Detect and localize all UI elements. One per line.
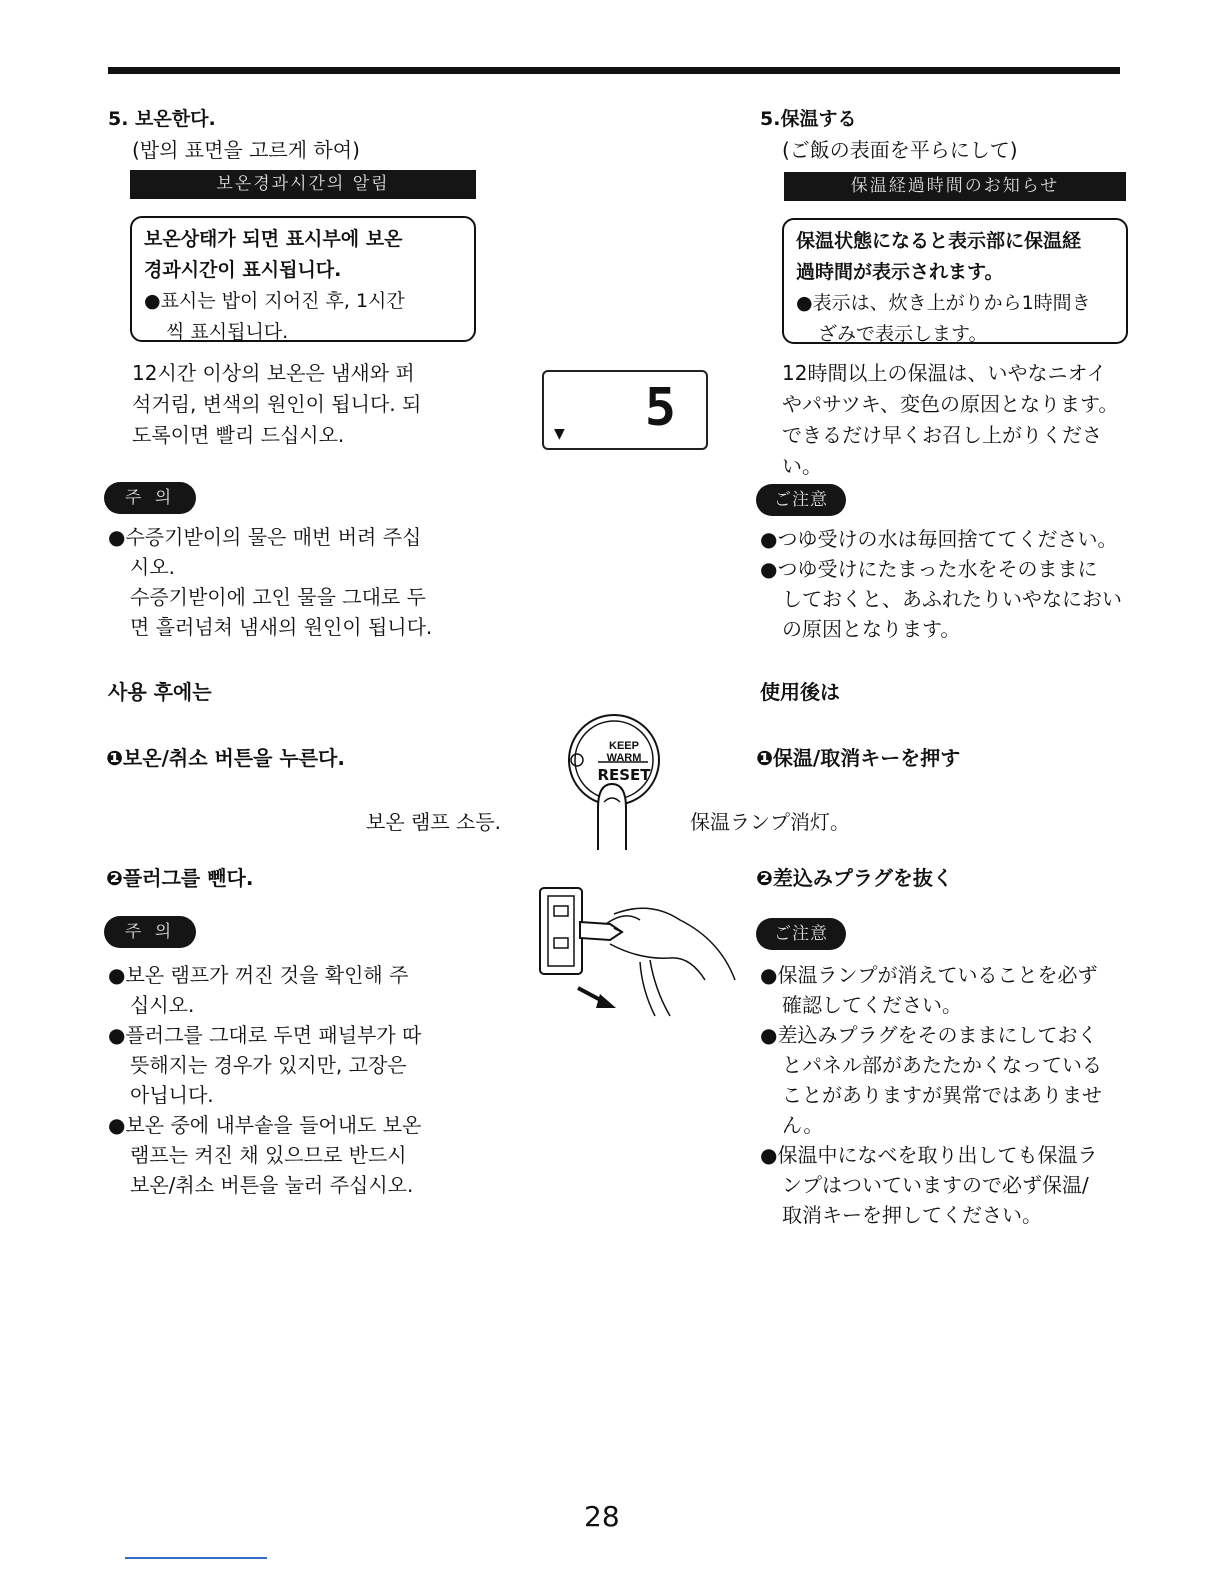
ja-note-bold-1: 保温状態になると表示部に保温経 <box>796 230 1082 252</box>
ja-caution2-line: ●保温中になべを取り出しても保温ラ <box>760 1143 1098 1167</box>
keep-warm-label: KEEP WARM <box>606 740 642 764</box>
ko-caution2-line: ●보온 중에 내부솥을 들어내도 보온 <box>108 1113 422 1137</box>
ja-caution-line: ●つゆ受けにたまった水をそのままに <box>760 557 1098 581</box>
ko-caution-line: 시오. <box>130 555 175 579</box>
ko-note-box <box>130 216 476 342</box>
footer-rule <box>125 1557 267 1559</box>
ja-after-use: 使用後は <box>760 680 840 704</box>
ja-caution2-line: とパネル部があたたかくなっている <box>782 1053 1102 1077</box>
ko-caution2-line: 뜻해지는 경우가 있지만, 고장은 <box>130 1053 407 1077</box>
reset-label: RESET <box>597 766 651 784</box>
ko-banner: 보온경과시간의 알림 <box>130 170 476 199</box>
ko-caution2-line: 램프는 켜진 채 있으므로 반드시 <box>130 1143 407 1167</box>
ja-step-1: ❶保温/取消キーを押す <box>756 746 961 770</box>
ko-caution2-line: ●플러그를 그대로 두면 패널부가 따 <box>108 1023 422 1047</box>
ko-caution-badge: 주 의 <box>104 482 196 514</box>
ja-caution-line: ●つゆ受けの水は毎回捨ててください。 <box>760 527 1118 551</box>
ja-caution2-badge: ご注意 <box>756 918 846 950</box>
ja-note-item-1: ●表示は、炊き上がりから1時間き <box>796 292 1091 314</box>
ko-step-1: ❶보온/취소 버튼을 누른다. <box>106 746 345 770</box>
ko-note-bold-2: 경과시간이 표시됩니다. <box>144 259 342 281</box>
ko-caution2-line: 보온/취소 버튼을 눌러 주십시오. <box>130 1173 414 1197</box>
ko-note-bold-1: 보온상태가 되면 표시부에 보온 <box>144 228 403 250</box>
plug-illustration <box>530 880 740 1020</box>
ja-section-heading: 5.保温する <box>760 108 857 130</box>
ko-para-line-1: 12시간 이상의 보온은 냄새와 퍼 <box>132 361 415 385</box>
ja-section-subheading: (ご飯の表面を平らにして) <box>782 138 1018 162</box>
ja-note-bold-2: 過時間が表示されます。 <box>796 261 1004 283</box>
unplug-drawing <box>530 880 740 1020</box>
ja-note-item-2: ざみで表示します。 <box>818 323 988 345</box>
ko-section-subheading: (밥의 표면을 고르게 하여) <box>132 138 360 162</box>
ja-caution2-line: ンプはついていますので必ず保温/ <box>782 1173 1089 1197</box>
ko-caution2-badge: 주 의 <box>104 916 196 948</box>
ko-caution2-line: ●보온 램프가 꺼진 것을 확인해 주 <box>108 963 409 987</box>
ja-lamp-off: 保温ランプ消灯。 <box>690 810 850 834</box>
ko-after-use: 사용 후에는 <box>108 680 212 704</box>
keep-warm-button-illustration <box>562 710 666 850</box>
ko-caution-line: 수증기받이에 고인 물을 그대로 두 <box>130 585 426 609</box>
ja-caution2-line: ことがありますが異常ではありません。 <box>782 1083 1102 1137</box>
ja-banner: 保温経過時間のお知らせ <box>784 172 1126 201</box>
ko-caution-line: 면 흘러넘쳐 냄새의 원인이 됩니다. <box>130 615 433 639</box>
ko-paragraph <box>132 358 482 451</box>
ja-note-box <box>782 218 1128 344</box>
ja-caution2-line: ●保温ランプが消えていることを必ず <box>760 963 1098 987</box>
top-rule <box>108 67 1120 74</box>
ja-caution-line: しておくと、あふれたりいやなにおい <box>782 587 1122 611</box>
ja-caution-line: の原因となります。 <box>782 617 961 641</box>
ko-caution-line: ●수증기받이의 물은 매번 버려 주십 <box>108 525 422 549</box>
ko-caution2-list <box>108 960 478 1200</box>
ja-caution2-line: ●差込みプラグをそのままにしておく <box>760 1023 1098 1047</box>
ko-section-heading: 5. 보온한다. <box>108 108 216 130</box>
ko-note-item-1: ●표시는 밥이 지어진 후, 1시간 <box>144 290 405 312</box>
ja-caution2-line: 確認してください。 <box>782 993 962 1017</box>
ja-caution2-list <box>760 960 1135 1230</box>
ja-paragraph <box>782 358 1132 482</box>
ko-note-item-2: 씩 표시됩니다. <box>166 321 289 343</box>
ko-lamp-off: 보온 램프 소등. <box>366 810 501 834</box>
ja-step-2: ❷差込みプラグを抜く <box>756 866 953 890</box>
ja-caution-badge: ご注意 <box>756 484 846 516</box>
ko-caution2-line: 아닙니다. <box>130 1083 214 1107</box>
ko-step-2: ❷플러그를 뺀다. <box>106 866 254 890</box>
ja-caution-list <box>760 524 1130 644</box>
ko-para-line-3: 도록이면 빨리 드십시오. <box>132 423 345 447</box>
ko-para-line-2: 석거림, 변색의 원인이 됩니다. 되 <box>132 392 422 416</box>
lcd-digit: 5 <box>644 378 676 438</box>
lcd-display <box>542 370 708 450</box>
ko-caution-list <box>108 522 478 642</box>
ja-para-line-2: やパサツキ、変色の原因となります。 <box>782 392 1119 416</box>
down-arrow-icon: ▼ <box>554 426 565 442</box>
ja-para-line-3: できるだけ早くお召し上がりください。 <box>782 423 1102 478</box>
ja-caution2-line: 取消キーを押してください。 <box>782 1203 1042 1227</box>
page-number: 28 <box>584 1500 620 1533</box>
ko-caution2-line: 십시오. <box>130 993 195 1017</box>
ja-para-line-1: 12時間以上の保温は、いやなニオイ <box>782 361 1107 385</box>
